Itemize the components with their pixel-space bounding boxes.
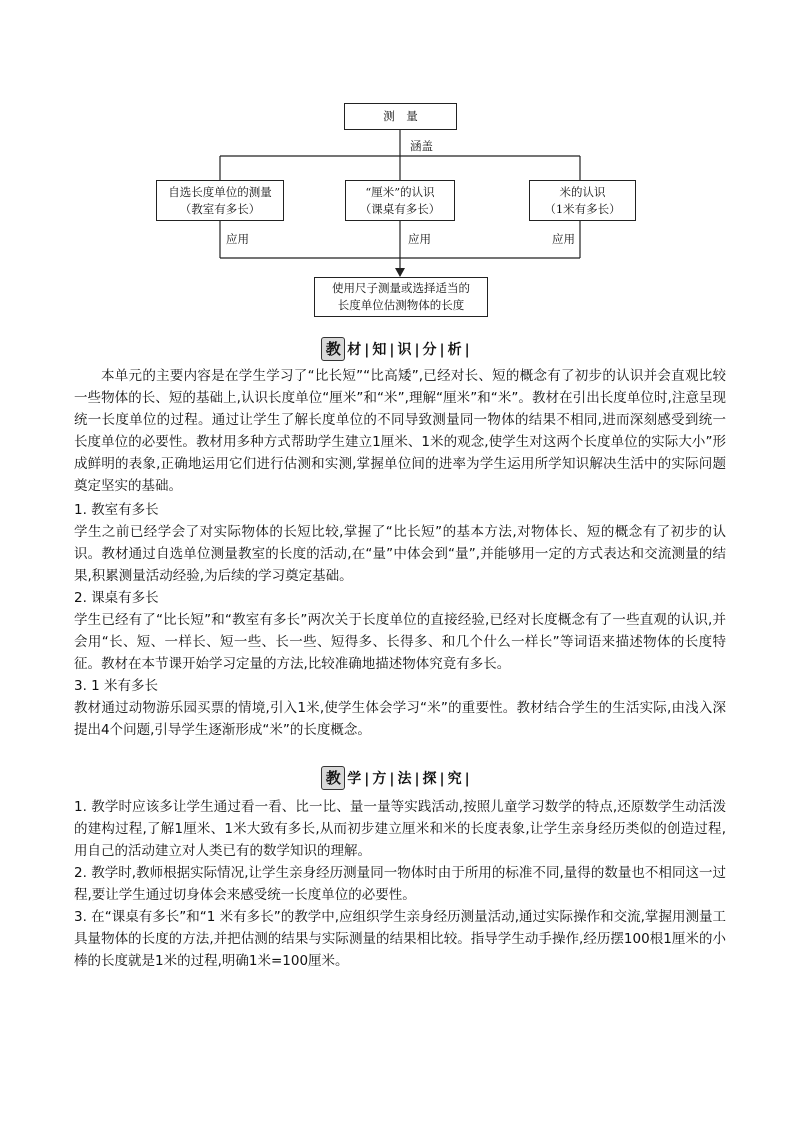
section-title: 学|方|法|探|究| — [347, 771, 473, 787]
middle-box-3 — [529, 180, 636, 221]
apply-label-left: 应用 — [226, 232, 249, 246]
item-body: 学生已经有了“比长短”和“教室有多长”两次关于长度单位的直接经验,已经对长度概念有了一些直观的认识,并会用“长、短、一样长、短一些、长一些、短得多、长得多、和几个什么一样长”等词语来描述物体的长度特征。教材在本节课开始学习定量的方法,比较准确地描述物体究竟有多长。 — [74, 612, 726, 672]
method-paragraph: 3. 在“课桌有多长”和“1 米有多长”的教学中,应组织学生亲身经历测量活动,通过实际操作和交流,掌握用测量工具量物体的长度的方法,并把估测的结果与实际测量的结果相比较。指导学生动手操作,经历摆100根1厘米的小棒的长度就是1米的过程,明确1米=100厘米。 — [74, 909, 726, 969]
section-badge: 教 — [321, 766, 345, 790]
section-teaching-methods-body — [74, 796, 726, 972]
apply-label-right: 应用 — [552, 232, 575, 246]
item-body: 学生之前已经学会了对实际物体的长短比较,掌握了“比长短”的基本方法,对物体长、短的概念有了初步的认识。教材通过自选单位测量教室的长度的活动,在“量”中体会到“量”,并能够用一定的方式表达和交流测量的结果,积累测量活动经验,为后续的学习奠定基础。 — [74, 524, 726, 584]
section-teaching-methods-heading — [0, 766, 794, 790]
diagram-top-box — [344, 103, 457, 130]
intro-paragraph: 本单元的主要内容是在学生学习了“比长短”“比高矮”,已经对长、短的概念有了初步的认识并会直观比较一些物体的长、短的基础上,认识长度单位“厘米”和“米”,理解“厘米”和“米”。教材在引出长度单位时,注意呈现统一长度单位的过程。通过让学生了解长度单位的不同导致测量同一物体的结果不相同,进而深刻感受到统一长度单位的必要性。教材用多种方式帮助学生建立1厘米、1米的观念,使学生对这两个长度单位的实际大小”形成鲜明的表象,正确地运用它们进行估测和实测,掌握单位间的进率为学生运用所学知识解决生活中的实际问题奠定坚实的基础。 — [74, 368, 726, 494]
apply-label-center: 应用 — [408, 232, 431, 246]
middle-box-1 — [156, 180, 284, 221]
middle-box-1-line1: 自选长度单位的测量 — [168, 184, 272, 199]
bottom-box-line2: 长度单位估测物体的长度 — [337, 298, 465, 312]
method-paragraph: 1. 教学时应该多让学生通过看一看、比一比、量一量等实践活动,按照儿童学习数学的特点,还原数学生动活泼的建构过程,了解1厘米、1米大致有多长,从而初步建立厘米和米的长度表象,让学生亲身经历类似的创造过程,用自己的活动建立对人类已有的数学知识的理解。 — [74, 799, 726, 859]
diagram-bottom-box — [314, 277, 488, 317]
middle-box-2 — [345, 180, 455, 221]
arrow-head — [395, 268, 405, 277]
middle-box-3-line1: 米的认识 — [559, 184, 606, 199]
branch-label: 涵盖 — [410, 139, 433, 153]
top-box-label: 测 量 — [383, 109, 418, 123]
method-paragraph: 2. 教学时,教师根据实际情况,让学生亲身经历测量同一物体时由于所用的标准不同,量得的数量也不相同这一过程,要让学生通过切身体会来感受统一长度单位的必要性。 — [74, 865, 726, 903]
section-title: 材|知|识|分|析| — [347, 342, 473, 358]
middle-box-2-line1: “厘米”的认识 — [365, 184, 435, 199]
item-heading: 1. 教室有多长 — [74, 502, 159, 518]
item-heading: 2. 课桌有多长 — [74, 590, 159, 606]
item-heading: 3. 1 米有多长 — [74, 678, 159, 694]
middle-box-1-line2: （教室有多长） — [179, 201, 261, 216]
middle-box-3-line2: （1米有多长） — [544, 201, 621, 216]
bottom-box-line1: 使用尺子测量或选择适当的 — [332, 281, 470, 295]
middle-box-2-line2: （课桌有多长） — [359, 201, 441, 216]
section-badge: 教 — [321, 337, 345, 361]
section-textbook-analysis-heading — [0, 337, 794, 361]
section-textbook-analysis-body — [74, 365, 726, 741]
item-body: 教材通过动物游乐园买票的情境,引入1米,使学生体会学习“米”的重要性。教材结合学生的生活实际,由浅入深提出4个问题,引导学生逐渐形成“米”的长度概念。 — [74, 700, 726, 738]
